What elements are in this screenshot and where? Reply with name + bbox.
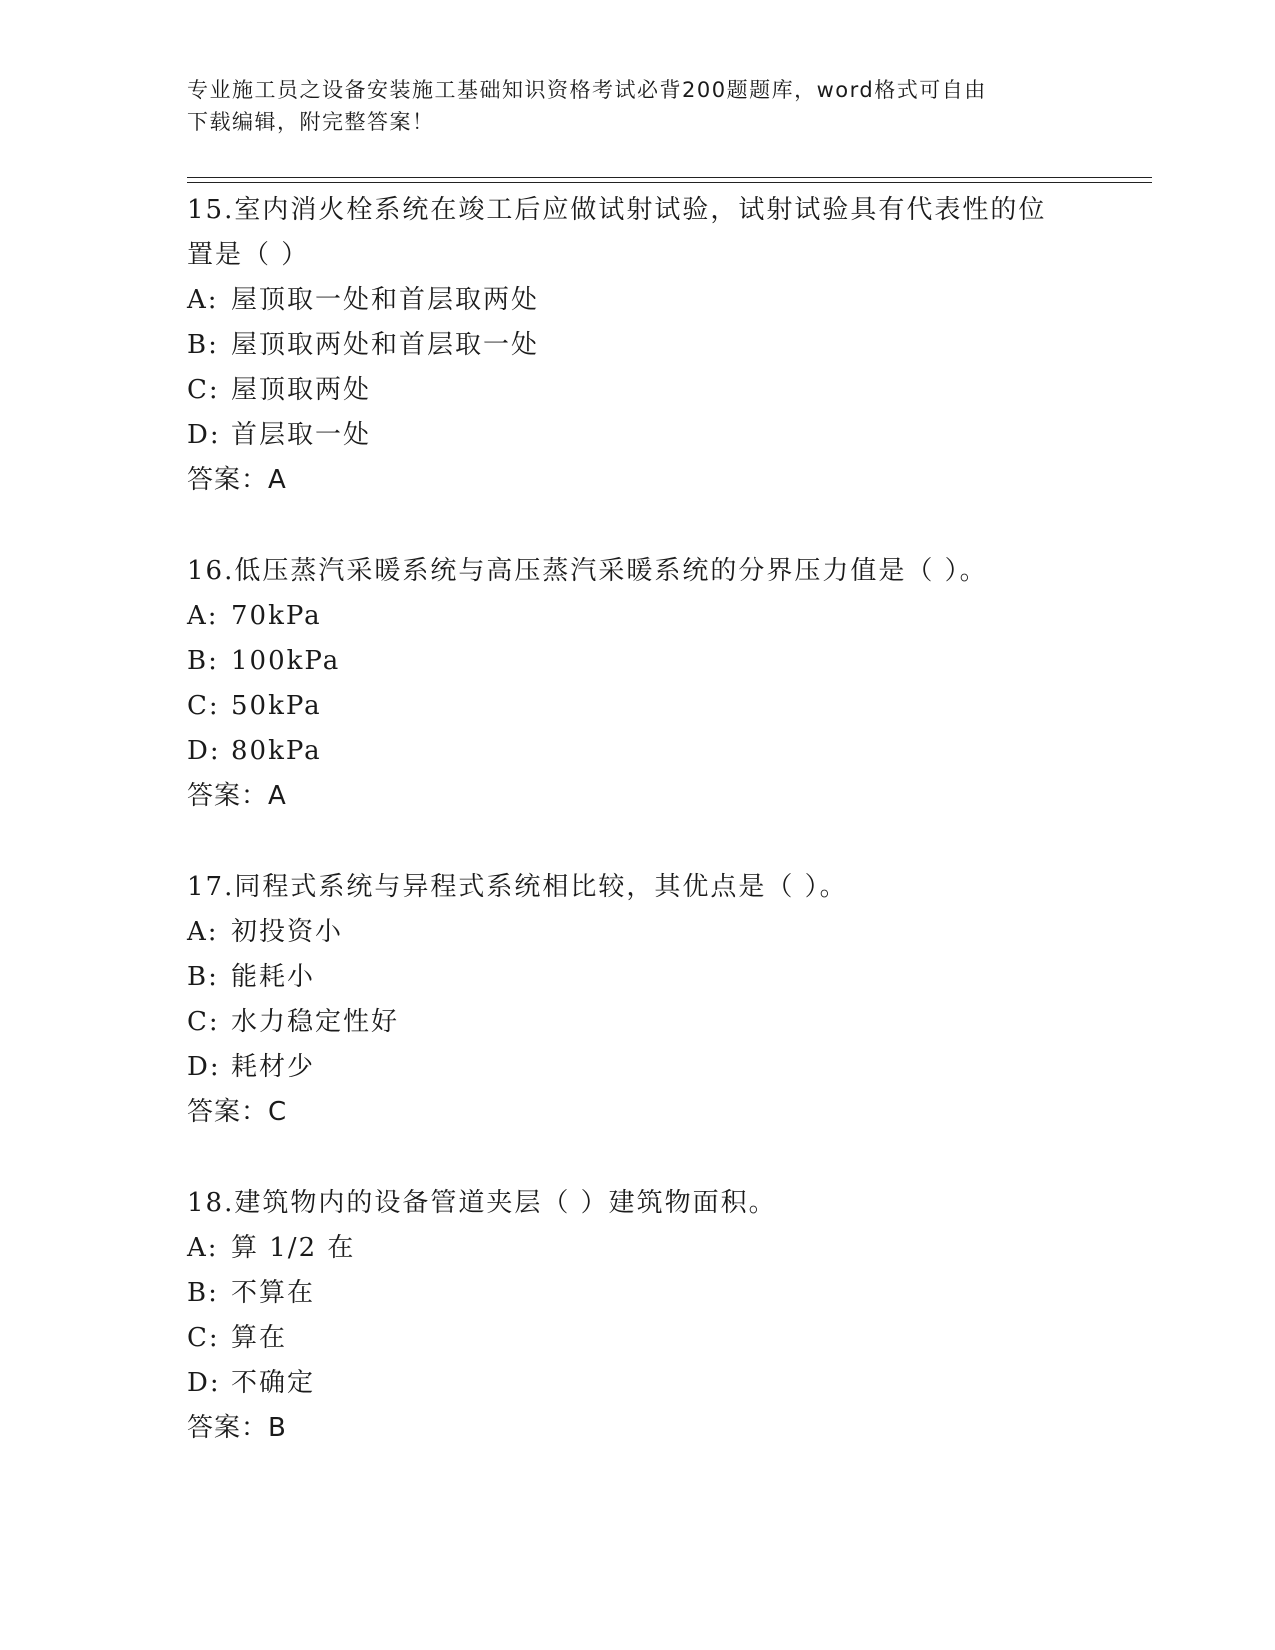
option-text: 屋顶取两处 [231, 375, 372, 405]
option-text: 耗材少 [231, 1052, 316, 1082]
option-b [187, 639, 1087, 684]
option-text: 不算在 [231, 1278, 316, 1308]
option-text: 算 1/2 在 [231, 1233, 356, 1263]
option-a [187, 1226, 1087, 1271]
document-header [187, 74, 1087, 138]
option-letter: C: [187, 1007, 220, 1037]
answer-line: 答案：A [187, 465, 287, 495]
option-a [187, 910, 1087, 955]
option-letter: B: [187, 962, 219, 992]
option-letter: A: [187, 917, 219, 947]
question-stem: 18.建筑物内的设备管道夹层（ ）建筑物面积。 [187, 1188, 777, 1218]
option-letter: C: [187, 691, 220, 721]
option-b [187, 955, 1087, 1000]
option-text: 能耗小 [231, 962, 316, 992]
option-letter: A: [187, 601, 219, 631]
option-text: 70kPa [231, 601, 322, 631]
question-stem: 15.室内消火栓系统在竣工后应做试射试验，试射试验具有代表性的位 [187, 195, 1047, 225]
option-text: 初投资小 [231, 917, 344, 947]
option-text: 不确定 [231, 1368, 316, 1398]
option-letter: D: [187, 736, 221, 766]
option-letter: C: [187, 1323, 220, 1353]
question-stem-continued: 置是（ ） [187, 240, 310, 270]
option-a [187, 278, 1087, 323]
option-text: 屋顶取两处和首层取一处 [231, 330, 540, 360]
option-letter: B: [187, 330, 219, 360]
header-divider-bottom [187, 182, 1152, 183]
option-letter: A: [187, 1233, 219, 1263]
option-text: 首层取一处 [231, 420, 372, 450]
option-letter: D: [187, 1052, 221, 1082]
question-17 [187, 865, 1087, 1135]
option-letter: D: [187, 1368, 221, 1398]
header-line-2: 下载编辑，附完整答案！ [187, 110, 435, 134]
option-c [187, 1000, 1087, 1045]
option-text: 水力稳定性好 [231, 1007, 400, 1037]
option-text: 50kPa [231, 691, 322, 721]
question-stem: 16.低压蒸汽采暖系统与高压蒸汽采暖系统的分界压力值是（ ）。 [187, 556, 988, 586]
option-letter: B: [187, 646, 219, 676]
option-c [187, 684, 1087, 729]
answer-line: 答案：A [187, 781, 287, 811]
option-letter: A: [187, 285, 219, 315]
header-divider-top [187, 177, 1152, 178]
question-list [187, 188, 1087, 1497]
question-18 [187, 1181, 1087, 1451]
option-c [187, 1316, 1087, 1361]
option-b [187, 1271, 1087, 1316]
option-b [187, 323, 1087, 368]
option-d [187, 1361, 1087, 1406]
answer-line: 答案：B [187, 1413, 287, 1443]
option-text: 屋顶取一处和首层取两处 [231, 285, 540, 315]
option-d [187, 413, 1087, 458]
question-16 [187, 549, 1087, 819]
question-15 [187, 188, 1087, 503]
option-letter: C: [187, 375, 220, 405]
option-a [187, 594, 1087, 639]
option-letter: B: [187, 1278, 219, 1308]
header-line-1: 专业施工员之设备安装施工基础知识资格考试必背200题题库，word格式可自由 [187, 78, 987, 102]
question-stem: 17.同程式系统与异程式系统相比较，其优点是（ ）。 [187, 872, 848, 902]
option-d [187, 729, 1087, 774]
option-letter: D: [187, 420, 221, 450]
option-text: 算在 [231, 1323, 288, 1353]
answer-line: 答案：C [187, 1097, 288, 1127]
option-text: 80kPa [231, 736, 322, 766]
option-c [187, 368, 1087, 413]
option-d [187, 1045, 1087, 1090]
option-text: 100kPa [231, 646, 341, 676]
